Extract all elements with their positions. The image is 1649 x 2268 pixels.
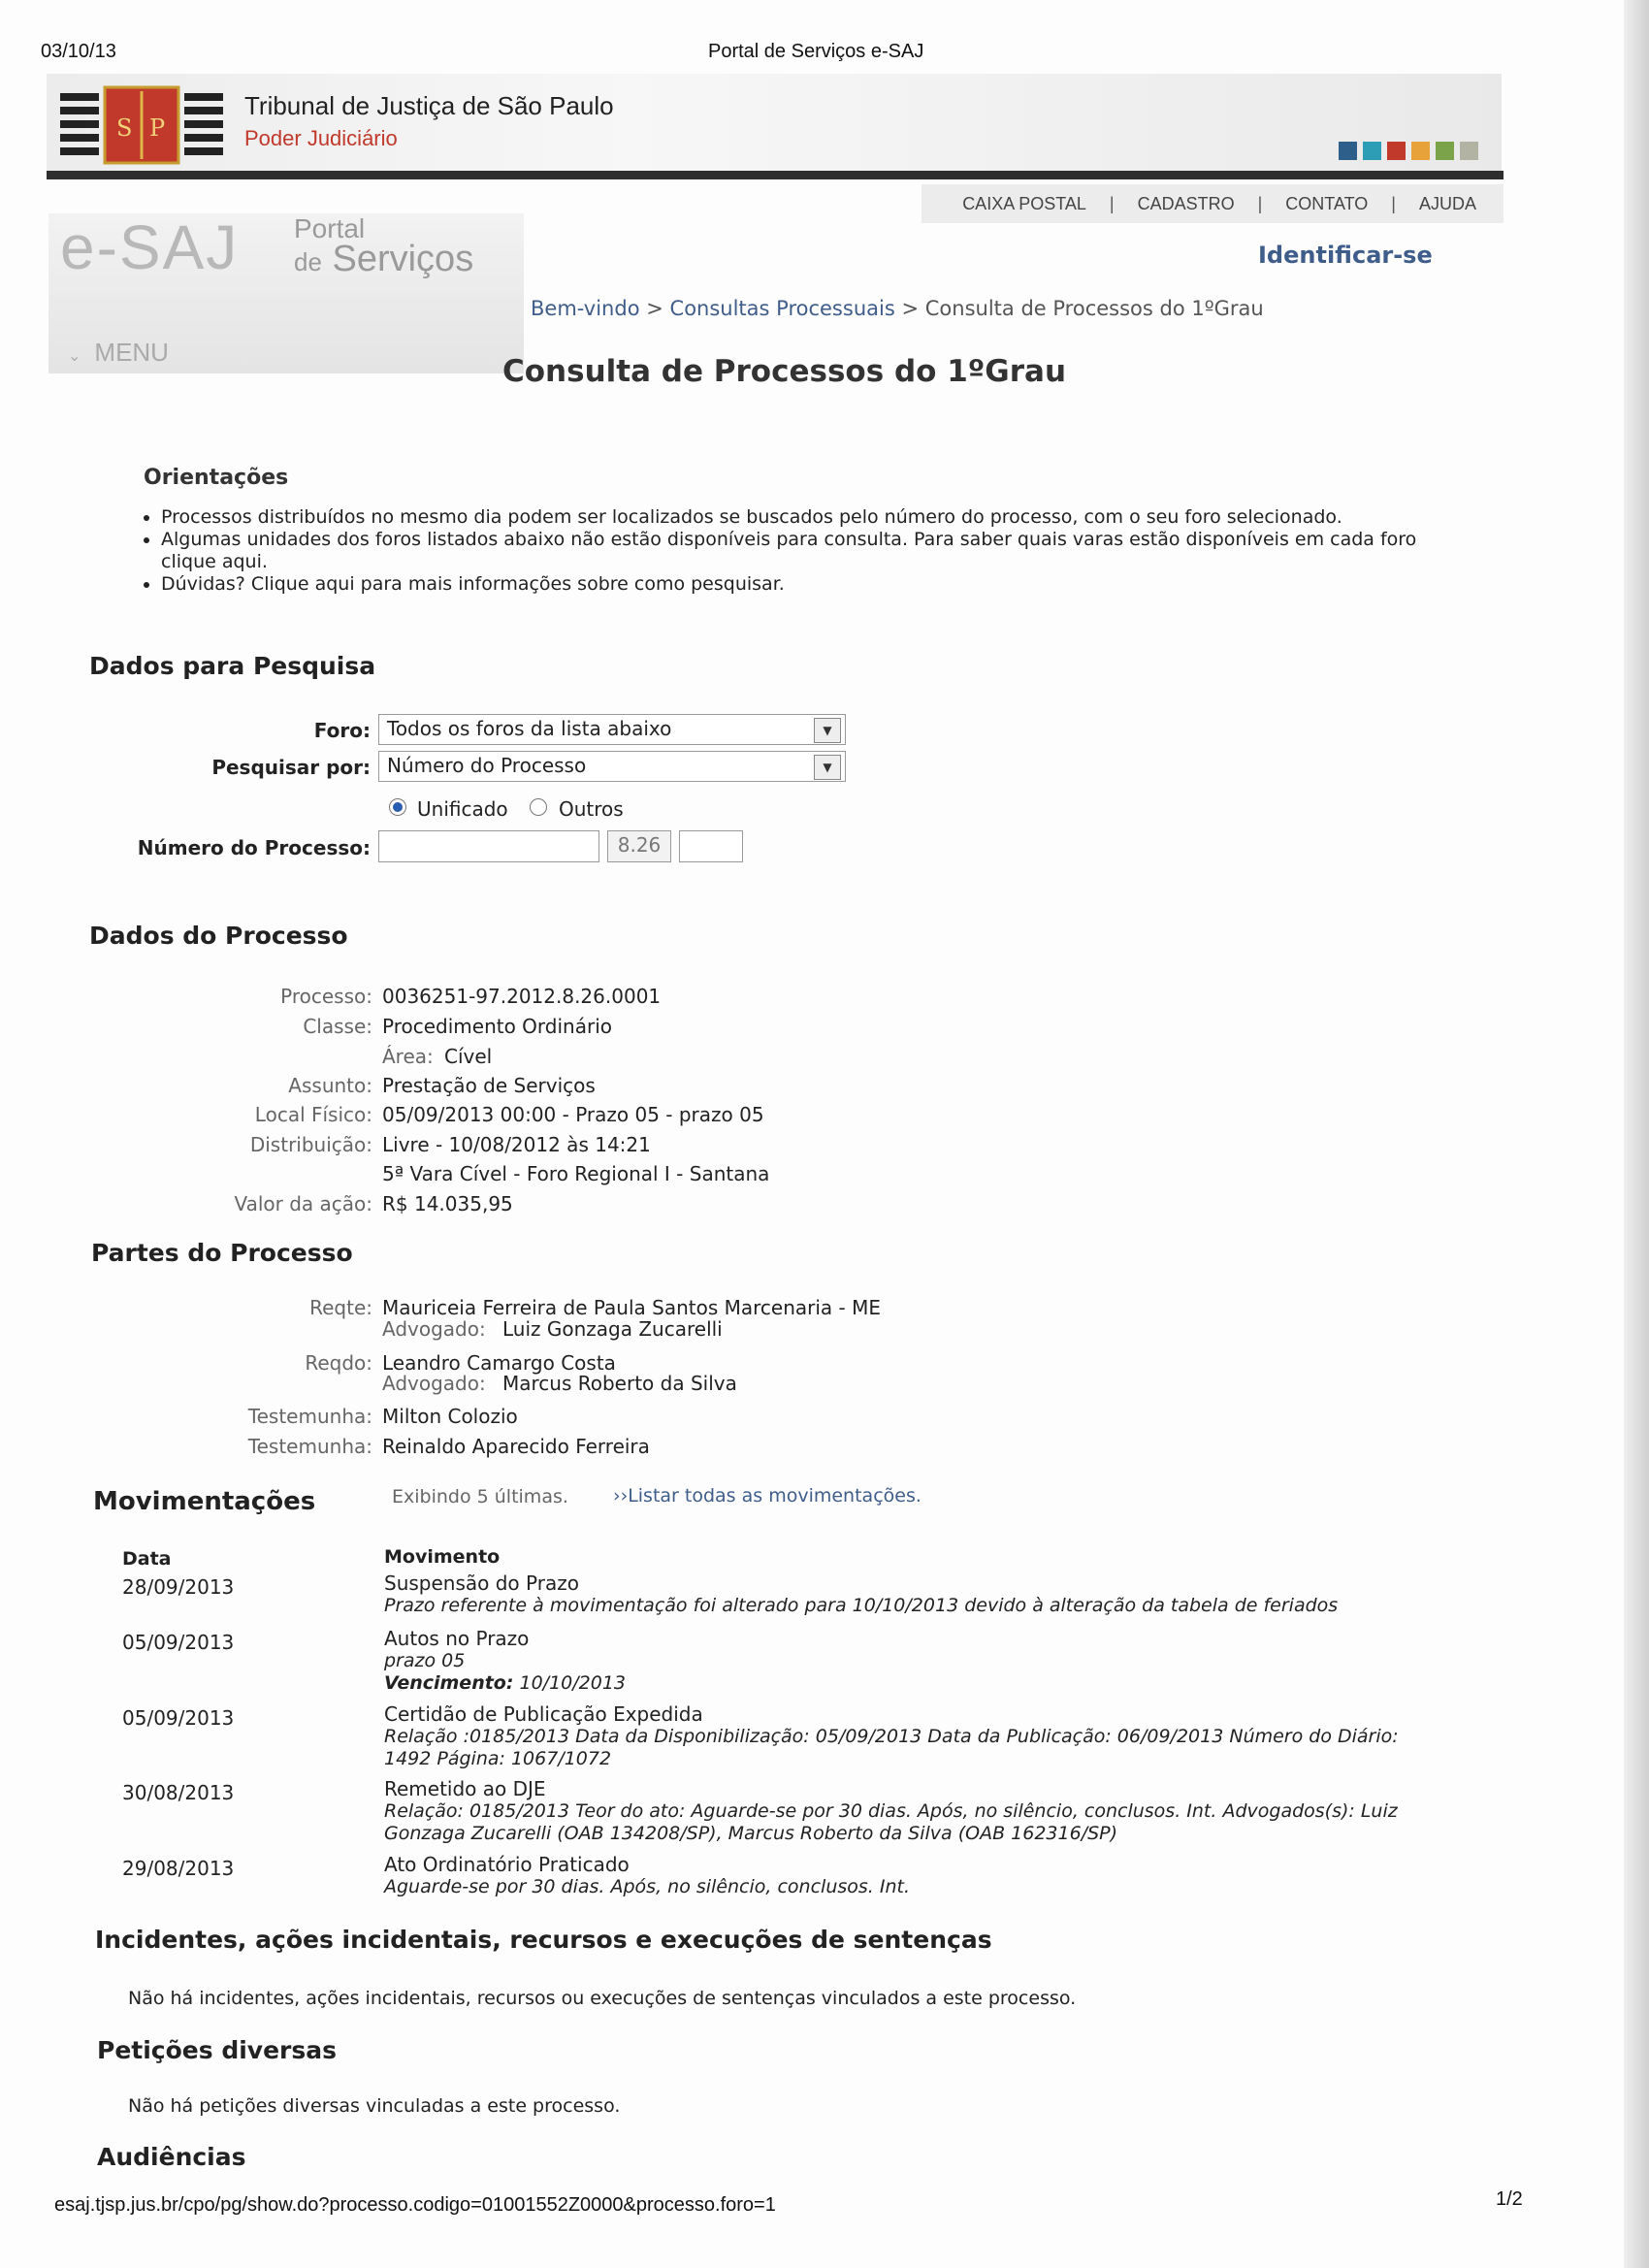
menu-toggle[interactable] <box>68 338 169 368</box>
movement-date: 30/08/2013 <box>122 1781 235 1804</box>
col-date-header: Data <box>122 1548 172 1570</box>
color-square <box>1411 142 1430 160</box>
header-rule <box>47 171 1504 179</box>
party-name: Reinaldo Aparecido Ferreira <box>382 1435 650 1458</box>
guidance-item: • Processos distribuídos no mesmo dia podem ser localizados se buscados pelo número do processo, com o seu foro selecionado. <box>161 506 1472 529</box>
petitions-text: Não há petições diversas vinculadas a este processo. <box>128 2095 621 2117</box>
color-squares <box>1339 142 1478 160</box>
movement-detail: 1492 Página: 1067/1072 <box>384 1748 612 1769</box>
process-number: 0036251-97.2012.8.26.0001 <box>382 985 662 1008</box>
party-name: Mauriceia Ferreira de Paula Santos Marcenaria - ME <box>382 1296 881 1319</box>
list-all-movements-link[interactable]: ››Listar todas as movimentações. <box>613 1485 922 1507</box>
subject-value: Prestação de Serviços <box>382 1074 596 1097</box>
movement-due: Vencimento: 10/10/2013 <box>384 1672 627 1694</box>
movement-date: 05/09/2013 <box>122 1706 235 1730</box>
lawyer-name: Luiz Gonzaga Zucarelli <box>502 1317 723 1341</box>
color-square <box>1387 142 1406 160</box>
print-date: 03/10/13 <box>41 41 116 62</box>
hearings-section-title: Audiências <box>97 2143 246 2171</box>
process-section-title: Dados do Processo <box>89 922 348 950</box>
guidance-title: Orientações <box>144 466 289 490</box>
page-title: Consulta de Processos do 1ºGrau <box>502 354 1067 389</box>
movement-desc <box>384 1778 1471 1845</box>
radio-outros-label: Outros <box>559 797 624 821</box>
color-square <box>1363 142 1381 160</box>
radio-outros[interactable] <box>530 798 547 816</box>
guidance-item: • Dúvidas? Clique aqui para mais informações sobre como pesquisar. <box>161 573 1472 596</box>
breadcrumb: Bem-vindo > Consultas Processuais > Consulta de Processos do 1ºGrau <box>531 297 1264 320</box>
party-role: Testemunha: <box>247 1405 372 1428</box>
location-label: Local Físico: <box>254 1103 372 1126</box>
court-name: Tribunal de Justiça de São Paulo <box>244 91 614 120</box>
print-page-number: 1/2 <box>1496 2188 1523 2210</box>
class-label: Classe: <box>303 1015 372 1038</box>
distribution-value: Livre - 10/08/2012 às 14:21 <box>382 1133 651 1156</box>
movement-date: 28/09/2013 <box>122 1575 235 1599</box>
distribution-label: Distribuição: <box>249 1133 372 1156</box>
identify-link[interactable]: Identificar-se <box>1258 242 1433 269</box>
incidents-section-title: Incidentes, ações incidentais, recursos e execuções de sentenças <box>95 1926 992 1954</box>
area-value: Cível <box>444 1045 493 1068</box>
movement-title: Suspensão do Prazo <box>384 1571 579 1595</box>
movements-count: Exibindo 5 últimas. <box>392 1486 568 1507</box>
court-emblem-icon <box>60 83 223 167</box>
lawyer-label: Advogado: <box>382 1317 486 1341</box>
breadcrumb-section[interactable]: Consultas Processuais <box>669 297 895 320</box>
process-number-fixed: 8.26 <box>607 830 671 862</box>
radio-unificado[interactable] <box>389 798 406 816</box>
svg-text:P: P <box>149 114 166 142</box>
radio-unificado-label: Unificado <box>417 797 508 821</box>
movements-section-title: Movimentações <box>93 1487 316 1516</box>
movement-desc <box>384 1572 1471 1617</box>
foro-selected: Todos os foros da lista abaixo <box>387 717 672 740</box>
guidance-list <box>134 506 1472 596</box>
portal-label: Portal <box>294 213 366 243</box>
movement-detail: Aguarde-se por 30 dias. Após, no silêncio, conclusos. Int. <box>384 1876 911 1897</box>
class-value: Procedimento Ordinário <box>382 1015 612 1038</box>
movement-desc <box>384 1628 1471 1695</box>
claim-value-label: Valor da ação: <box>234 1192 372 1215</box>
process-number-label: Número do Processo: <box>137 836 371 859</box>
movement-title: Remetido ao DJE <box>384 1777 546 1800</box>
menu-contato[interactable]: CONTATO <box>1285 193 1369 213</box>
movement-title: Certidão de Publicação Expedida <box>384 1702 703 1726</box>
movement-detail: Relação :0185/2013 Data da Disponibilização: 05/09/2013 Data da Publicação: 06/09/2013 Número do Diário: <box>384 1726 1399 1747</box>
movement-detail: Relação: 0185/2013 Teor do ato: Aguarde-se por 30 dias. Após, no silêncio, conclusos. Int. Advogados(s): Luiz <box>384 1800 1398 1822</box>
esaj-logo: e-SAJ <box>60 212 240 282</box>
lawyer-label: Advogado: <box>382 1372 486 1395</box>
movement-date: 29/08/2013 <box>122 1857 235 1880</box>
menu-cadastro[interactable]: CADASTRO <box>1137 193 1235 213</box>
search-by-selected: Número do Processo <box>387 754 587 777</box>
parties-section-title: Partes do Processo <box>91 1239 353 1267</box>
search-by-label: Pesquisar por: <box>211 756 371 779</box>
subject-label: Assunto: <box>288 1074 372 1097</box>
color-square <box>1339 142 1357 160</box>
chevron-down-icon: ▼ <box>814 755 841 780</box>
area-label: Área: <box>382 1045 434 1068</box>
menu-caixa-postal[interactable]: CAIXA POSTAL <box>962 193 1086 213</box>
claim-value: R$ 14.035,95 <box>382 1192 513 1215</box>
foro-select[interactable] <box>378 714 846 745</box>
party-name: Milton Colozio <box>382 1405 518 1428</box>
movement-desc <box>384 1854 1471 1898</box>
process-foro-input[interactable] <box>679 830 743 862</box>
party-name: Leandro Camargo Costa <box>382 1351 616 1375</box>
search-section-title: Dados para Pesquisa <box>89 652 376 680</box>
scan-edge <box>1624 0 1649 2268</box>
court-unit: 5ª Vara Cível - Foro Regional I - Santana <box>382 1162 770 1185</box>
print-title: Portal de Serviços e-SAJ <box>708 41 924 62</box>
party-role: Reqte: <box>309 1296 372 1319</box>
process-number-input[interactable] <box>378 830 599 862</box>
party-role: Reqdo: <box>305 1351 372 1375</box>
chevron-down-icon: ⌄ <box>68 348 81 365</box>
movement-detail: Gonzaga Zucarelli (OAB 134208/SP), Marcus Roberto da Silva (OAB 162316/SP) <box>384 1823 1118 1844</box>
movement-desc <box>384 1703 1471 1770</box>
movement-detail: prazo 05 <box>384 1650 466 1671</box>
menu-label: MENU <box>94 338 169 367</box>
color-square <box>1460 142 1478 160</box>
breadcrumb-home[interactable]: Bem-vindo <box>531 297 640 320</box>
top-menu: CAIXA POSTAL | CADASTRO | CONTATO | AJUDA <box>922 184 1504 223</box>
menu-ajuda[interactable]: AJUDA <box>1418 193 1476 213</box>
location-value: 05/09/2013 00:00 - Prazo 05 - prazo 05 <box>382 1103 764 1126</box>
party-role: Testemunha: <box>247 1435 372 1458</box>
breadcrumb-current: Consulta de Processos do 1ºGrau <box>924 297 1264 320</box>
court-subtitle: Poder Judiciário <box>244 126 398 150</box>
services-label: de Serviços <box>294 239 474 279</box>
svg-text:S: S <box>116 114 133 142</box>
color-square <box>1436 142 1454 160</box>
incidents-text: Não há incidentes, ações incidentais, recursos ou execuções de sentenças vinculados a este processo. <box>128 1988 1077 2009</box>
petitions-section-title: Petições diversas <box>97 2036 338 2064</box>
header-band <box>47 74 1502 171</box>
print-url: esaj.tjsp.jus.br/cpo/pg/show.do?processo.codigo=01001552Z0000&processo.foro=1 <box>54 2194 776 2216</box>
process-label: Processo: <box>280 985 372 1008</box>
foro-label: Foro: <box>313 719 371 742</box>
movement-date: 05/09/2013 <box>122 1631 235 1654</box>
guidance-item: • Algumas unidades dos foros listados abaixo não estão disponíveis para consulta. Para saber quais varas estão disponíveis em cada foro clique aqui. <box>161 529 1472 573</box>
movement-title: Ato Ordinatório Praticado <box>384 1853 630 1876</box>
movement-title: Autos no Prazo <box>384 1627 530 1650</box>
col-movement-header: Movimento <box>384 1546 501 1568</box>
movement-detail: Prazo referente à movimentação foi alterado para 10/10/2013 devido à alteração da tabela de feriados <box>384 1595 1339 1616</box>
lawyer-name: Marcus Roberto da Silva <box>502 1372 737 1395</box>
search-by-select[interactable] <box>378 751 846 782</box>
chevron-down-icon: ▼ <box>814 718 841 743</box>
